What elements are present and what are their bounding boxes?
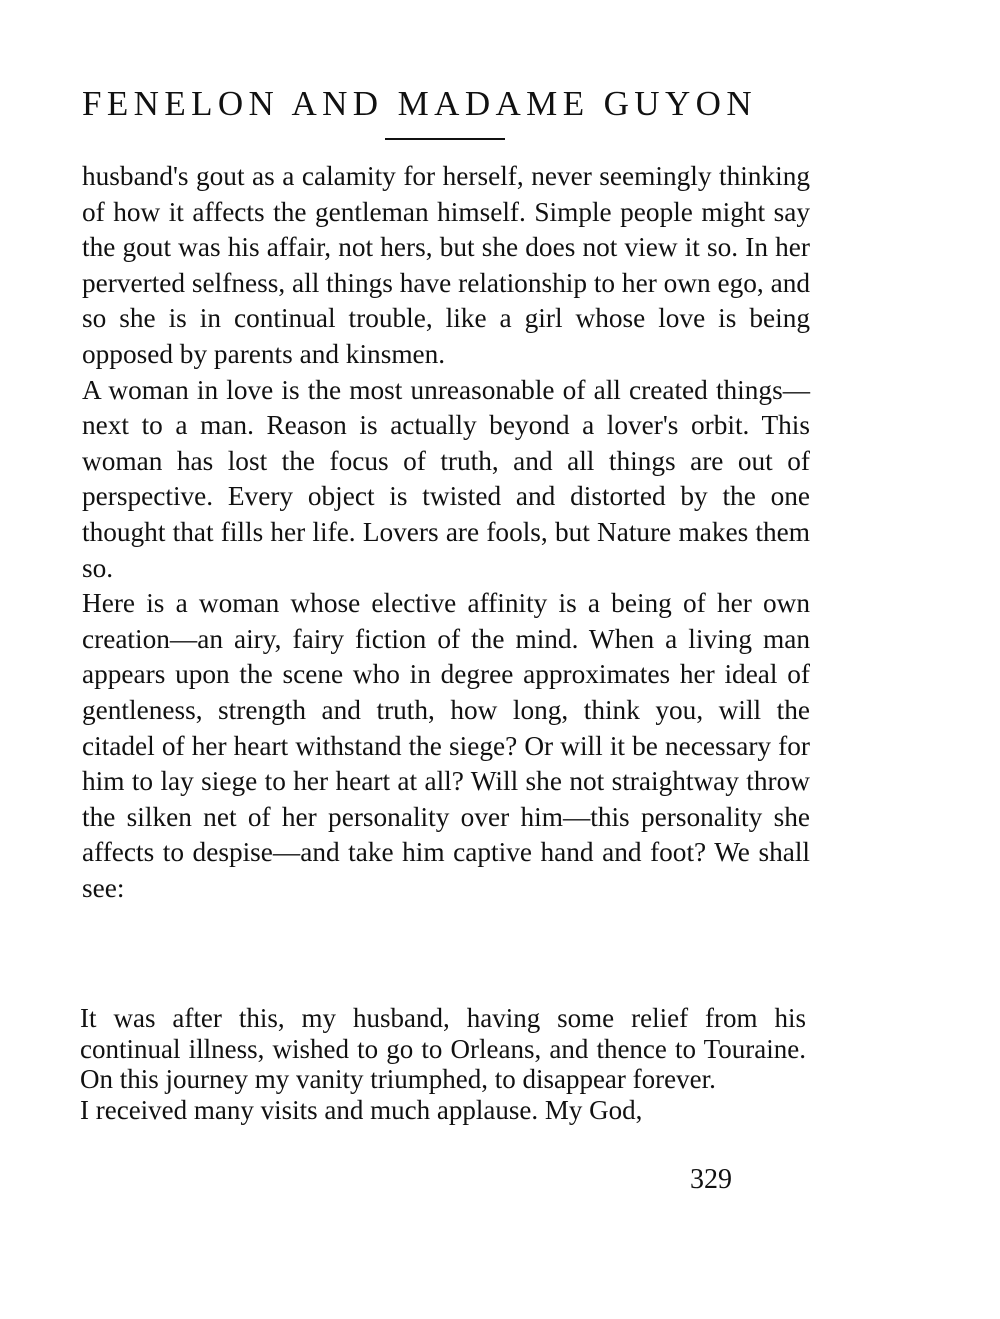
running-title: FENELON AND MADAME GUYON: [82, 84, 758, 123]
block-quote: [80, 1003, 806, 1126]
quote-paragraph: It was after this, my husband, having some relief from his continual illness, wished to go to Orleans, and thence to Touraine. On this journey my vanity triumphed, to disappear forever.: [80, 1003, 806, 1095]
body-paragraph: husband's gout as a calamity for herself, never seemingly thinking of how it affects the gentleman himself. Simple people might say the gout was his affair, not hers, but she does not view it so. In her perverted selfness, all things have relationship to her own ego, and so she is in continual trouble, like a girl whose love is being opposed by parents and kinsmen.: [82, 161, 810, 369]
page-number: 329: [690, 1164, 732, 1195]
body-paragraph: A woman in love is the most unreasonable of all created things—next to a man. Reason is actually beyond a lover's orbit. This woman has lost the focus of truth, and all things are out of perspective. Every object is twisted and distorted by the one thought that fills her life. Lovers are fools, but Nature makes them so.: [82, 374, 810, 583]
title-rule: [385, 138, 505, 140]
quote-paragraph: I received many visits and much applause. My God,: [80, 1095, 643, 1126]
body-paragraph: Here is a woman whose elective affinity is a being of her own creation—an airy, fairy fiction of the mind. When a living man appears upon the scene who in degree approximates her ideal of gentleness, strength and truth, how long, think you, will the citadel of her heart withstand the siege? Or will it be necessary for him to lay siege to her heart at all? Will she not straightway throw the silken net of her personality over him—this personality she affects to despise—and take him captive hand and foot? We shall see:: [82, 588, 810, 903]
main-text: [82, 159, 810, 906]
